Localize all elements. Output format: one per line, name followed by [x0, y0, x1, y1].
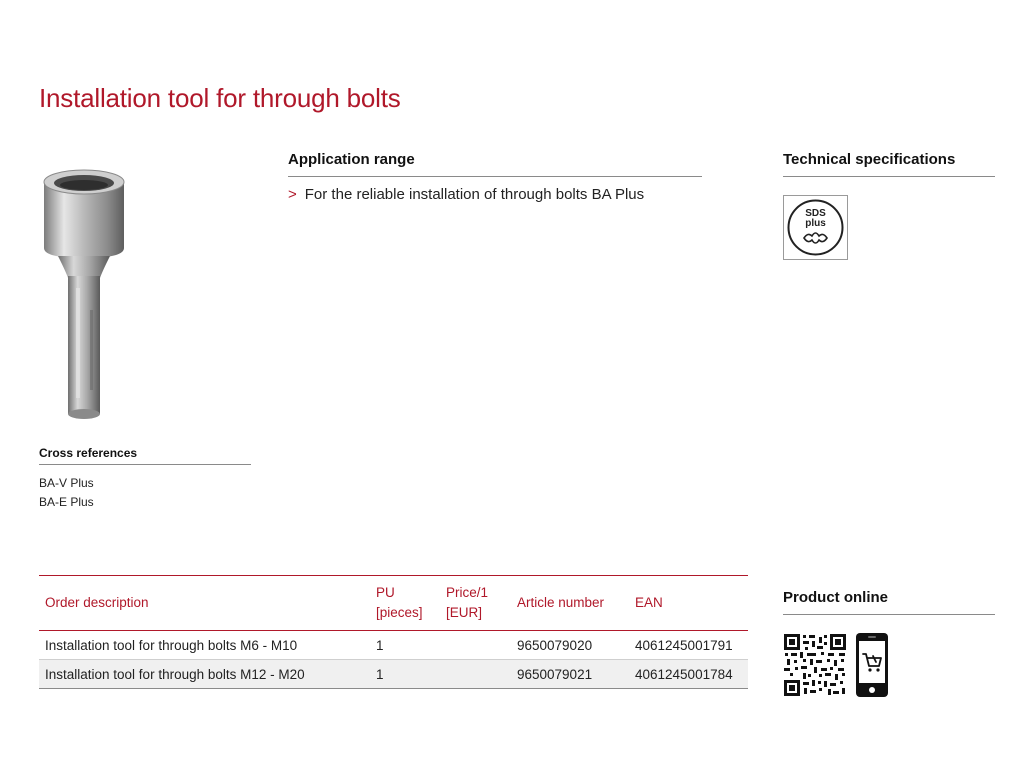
order-table-header	[39, 576, 748, 631]
column-header-pu-line1: PU	[376, 585, 395, 600]
cross-reference-item[interactable]: BA-V Plus	[39, 476, 94, 490]
cell-ean: 4061245001791	[635, 637, 733, 653]
product-online-divider	[783, 614, 995, 615]
mobile-shop-icon[interactable]	[855, 632, 889, 698]
column-header-pu	[370, 576, 440, 631]
cell-price	[440, 660, 511, 689]
cross-references-list	[39, 474, 94, 512]
cell-ean: 4061245001784	[635, 666, 733, 682]
sds-plus-icon	[784, 196, 847, 259]
cell-order-description: Installation tool for through bolts M6 - M10	[45, 637, 298, 653]
cell-article-number: 9650079021	[517, 666, 593, 682]
cell-order-description: Installation tool for through bolts M12 - M20	[45, 666, 305, 682]
cell-pu: 1	[376, 637, 384, 653]
application-range-item	[288, 186, 644, 203]
application-range-heading: Application range	[288, 151, 415, 168]
cell-pu: 1	[376, 666, 384, 682]
column-header-price-line2: [EUR]	[446, 605, 483, 620]
sds-plus-badge-line1: SDS	[805, 208, 826, 219]
application-range-divider	[288, 176, 702, 177]
column-header-ean: EAN	[635, 595, 663, 610]
page-title: Installation tool for through bolts	[39, 83, 401, 113]
technical-specifications-divider	[783, 176, 995, 177]
application-range-text: For the reliable installation of through bolts BA Plus	[304, 186, 645, 203]
cross-references-divider	[39, 464, 251, 465]
column-header-pu-line2: [pieces]	[376, 605, 423, 620]
order-table	[39, 575, 748, 689]
qr-code-icon[interactable]	[783, 633, 847, 697]
product-image	[36, 160, 136, 430]
technical-specifications-heading: Technical specifications	[783, 151, 956, 168]
cross-reference-item[interactable]: BA-E Plus	[39, 495, 94, 509]
column-header-order-description: Order description	[45, 595, 149, 610]
sds-plus-badge	[783, 195, 848, 260]
column-header-article-number: Article number	[517, 595, 605, 610]
table-row[interactable]	[39, 631, 748, 660]
product-online-heading: Product online	[783, 589, 888, 606]
chevron-right-icon: >	[288, 186, 297, 203]
sds-plus-badge-line2: plus	[805, 218, 826, 229]
cell-price	[440, 631, 511, 660]
column-header-price-line1: Price/1	[446, 585, 489, 600]
table-row[interactable]	[39, 660, 748, 689]
cross-references-heading: Cross references	[39, 446, 138, 460]
cell-article-number: 9650079020	[517, 637, 593, 653]
column-header-price	[440, 576, 511, 631]
